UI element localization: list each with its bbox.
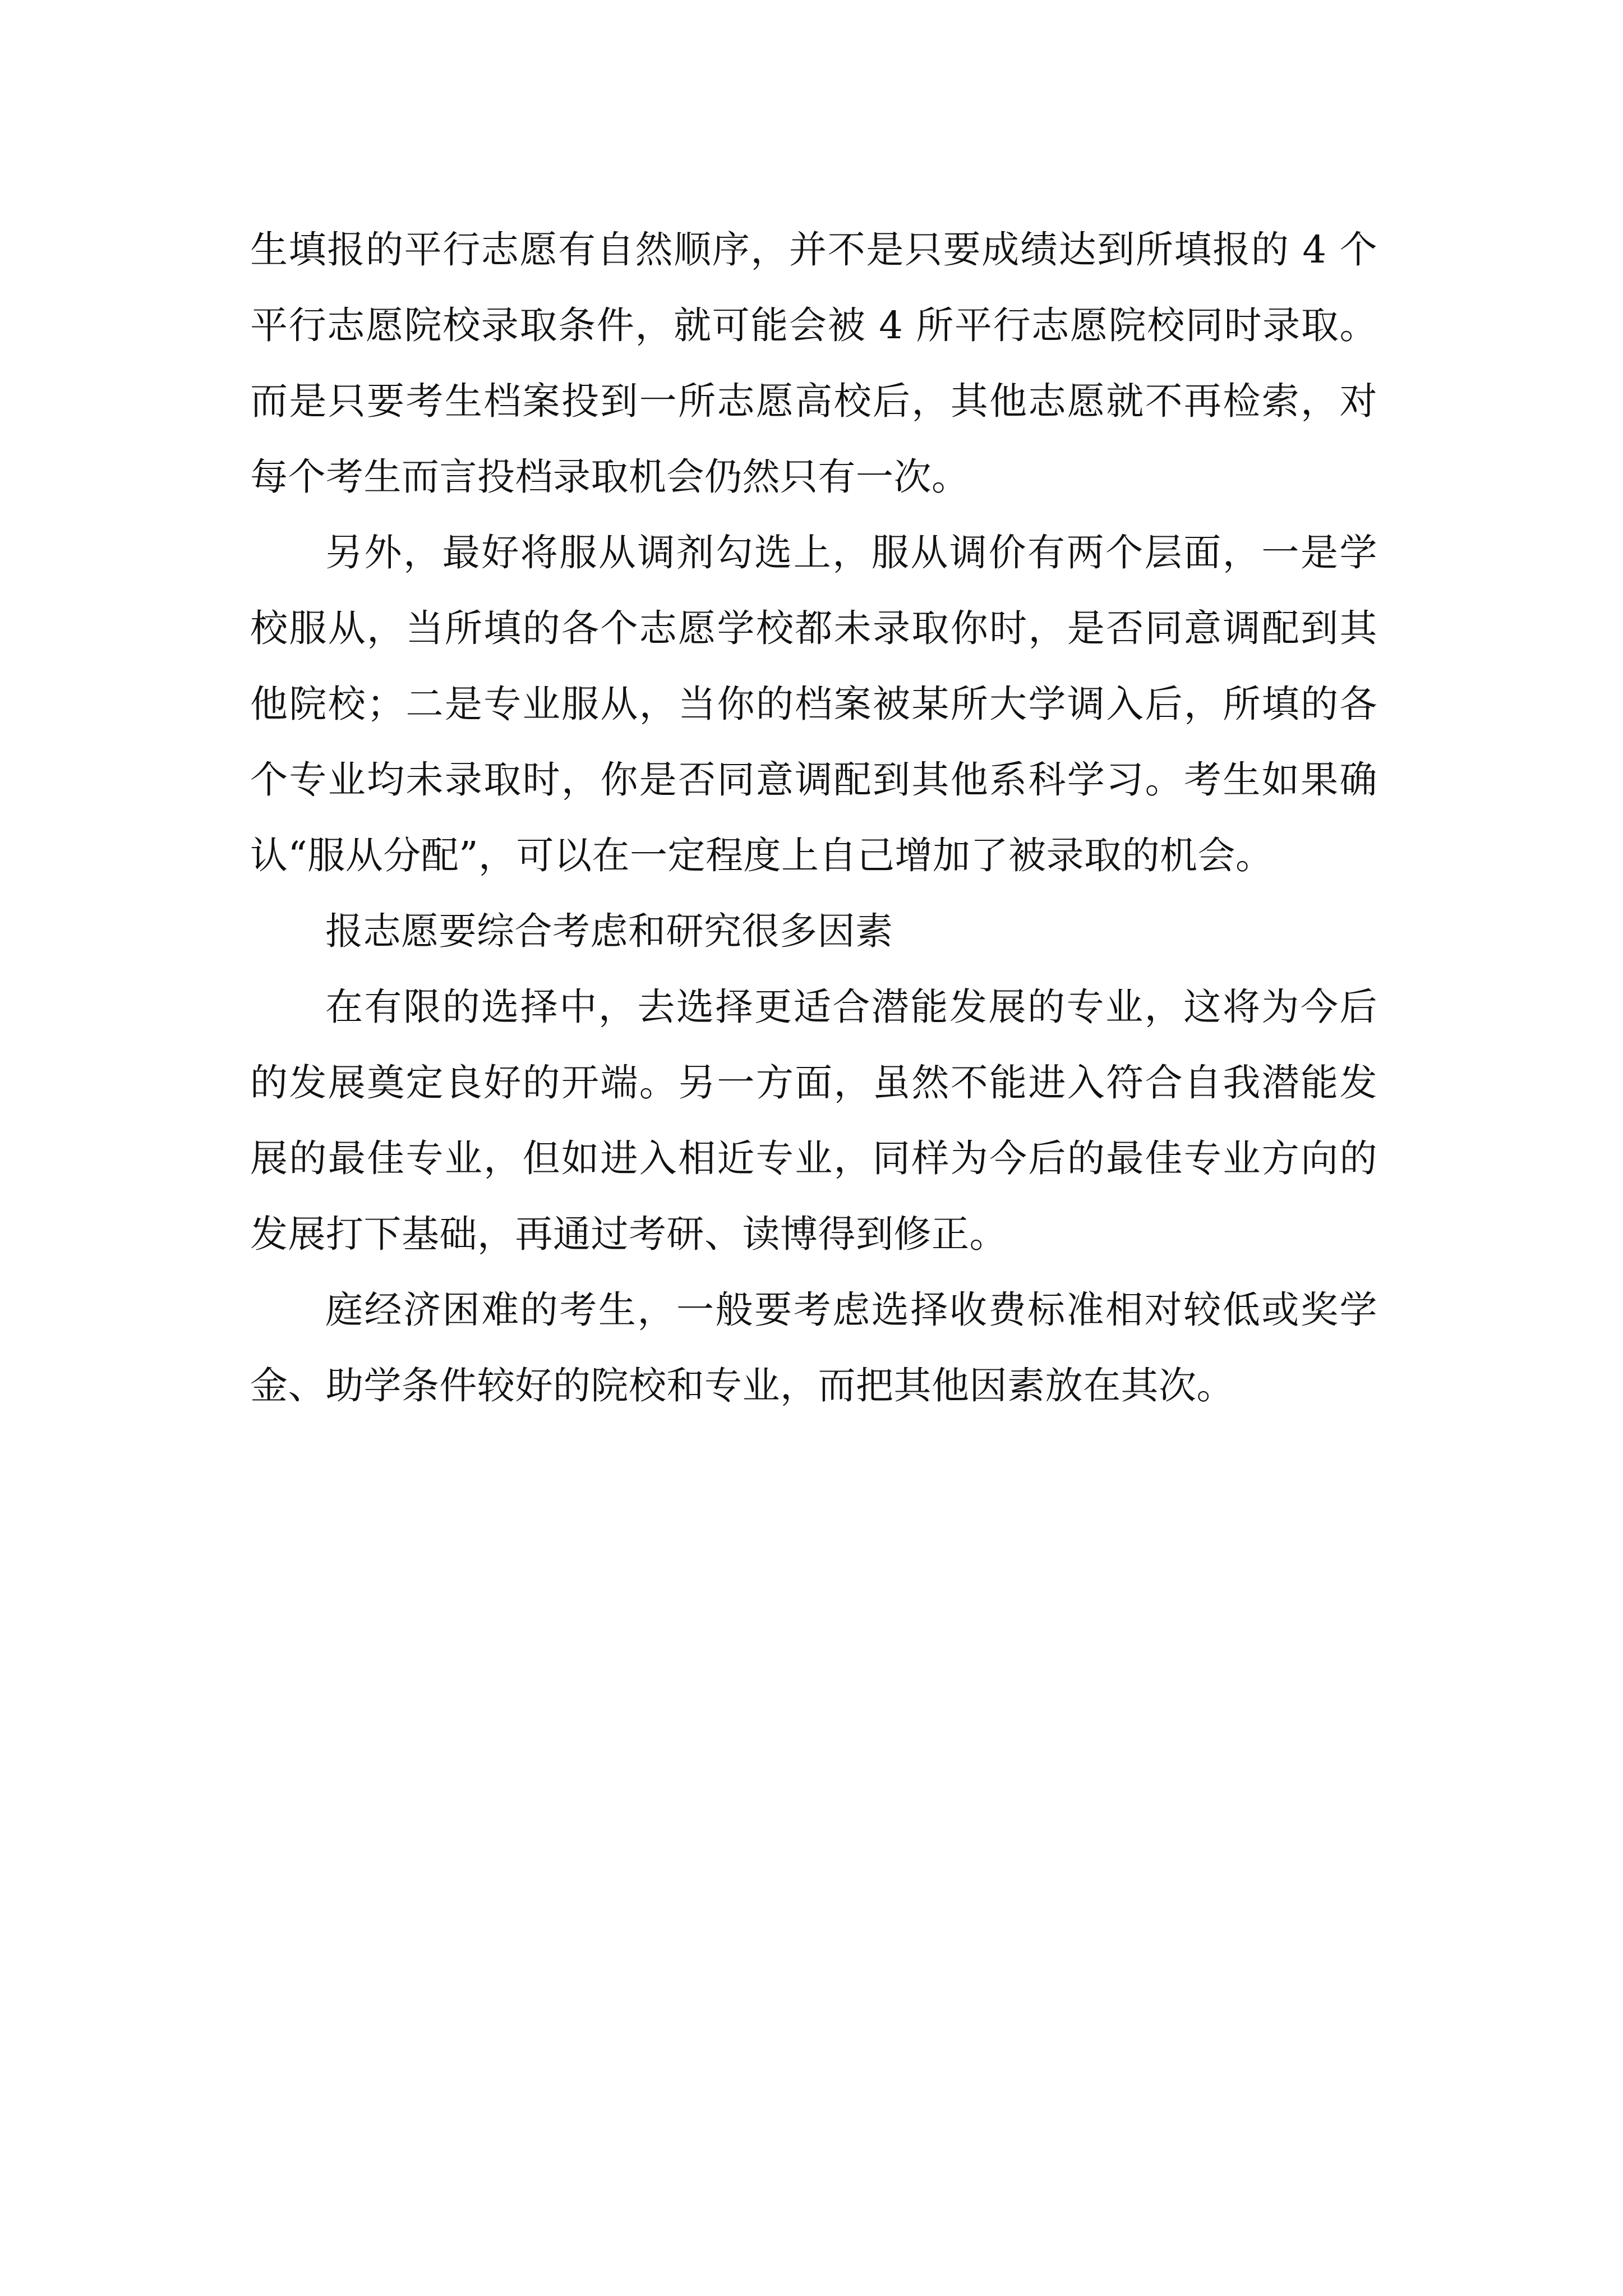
paragraph-financial-difficulty: 庭经济困难的考生，一般要考虑选择收费标准相对较低或奖学金、助学条件较好的院校和专业，而把其他因素放在其次。 [250,1288,1377,1407]
paragraph-continuation: 生填报的平行志愿有自然顺序，并不是只要成绩达到所填报的 4 个平行志愿院校录取条件，就可能会被 4 所平行志愿院校同时录取。而是只要考生档案投到一所志愿高校后，其他志愿就不再检索，对每个考生而言投档录取机会仍然只有一次。 [250,228,1377,499]
document-body [250,212,1377,1424]
paragraph-obey-adjustment: 另外，最好将服从调剂勾选上，服从调价有两个层面，一是学校服从，当所填的各个志愿学校都未录取你时，是否同意调配到其他院校；二是专业服从，当你的档案被某所大学调入后，所填的各个专业均未录取时，你是否同意调配到其他系科学习。考生如果确认“服从分配”，可以在一定程度上自己增加了被录取的机会。 [250,531,1377,877]
paragraph-major-choice: 在有限的选择中，去选择更适合潜能发展的专业，这将为今后的发展奠定良好的开端。另一方面，虽然不能进入符合自我潜能发展的最佳专业，但如进入相近专业，同样为今后的最佳专业方向的发展打下基础，再通过考研、读博得到修正。 [250,985,1377,1256]
section-heading: 报志愿要综合考虑和研究很多因素 [325,909,893,953]
